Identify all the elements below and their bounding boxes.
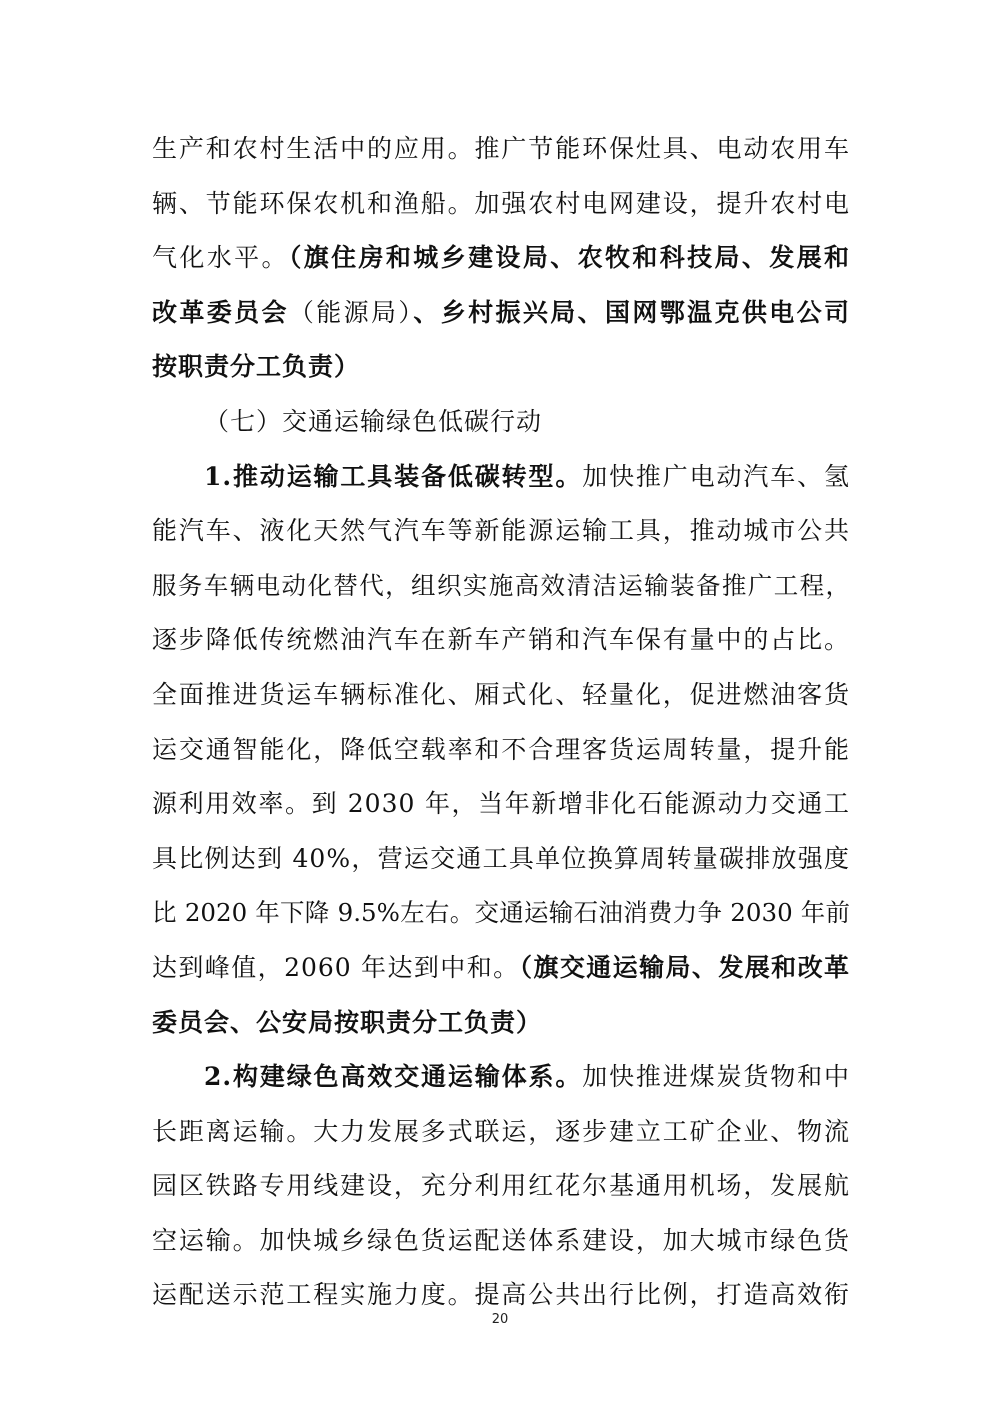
text-line [152, 996, 850, 1051]
document-body [152, 122, 850, 1323]
text-segment: 长距离运输。大力发展多式联运，逐步建立工矿企业、物流 [152, 1116, 850, 1146]
text-line [152, 777, 850, 832]
responsible-departments: 按职责分工负责） [152, 352, 361, 382]
responsible-departments: （旗交通运输局、发展和改革 [519, 952, 850, 982]
text-line [152, 559, 850, 614]
paragraph [152, 450, 850, 1051]
text-segment: 加快推进煤炭货物和中 [582, 1062, 850, 1092]
heading-text: （七）交通运输绿色低碳行动 [204, 406, 543, 436]
text-segment: 比 2020 年下降 9.5%左右。交通运输石油消费力争 2030 年前 [152, 898, 850, 928]
text-line [152, 122, 850, 177]
text-line [152, 286, 850, 341]
item-title: 2.构建绿色高效交通运输体系。 [204, 1062, 583, 1092]
text-segment: （能源局） [288, 297, 414, 327]
text-line [152, 668, 850, 723]
text-line [152, 941, 850, 996]
text-line [152, 832, 850, 887]
responsible-departments: 委员会、公安局按职责分工负责） [152, 1007, 543, 1037]
text-segment: 源利用效率。到 2030 年，当年新增非化石能源动力交通工 [152, 789, 850, 819]
text-line [152, 504, 850, 559]
heading-line [152, 395, 850, 450]
text-segment: 具比例达到 40%，营运交通工具单位换算周转量碳排放强度 [152, 843, 850, 873]
text-segment: 生产和农村生活中的应用。推广节能环保灶具、电动农用车 [152, 134, 850, 163]
text-segment: 逐步降低传统燃油汽车在新车产销和汽车保有量中的占比。 [152, 625, 850, 655]
text-segment: 气化水平。 [152, 243, 289, 273]
text-line [152, 723, 850, 778]
item-title: 1.推动运输工具装备低碳转型。 [204, 461, 583, 491]
text-line [152, 1159, 850, 1214]
page-number: 20 [491, 1312, 509, 1327]
responsible-departments: 改革委员会 [152, 297, 289, 327]
text-segment: 能汽车、液化天然气汽车等新能源运输工具，推动城市公共 [152, 516, 850, 546]
text-line [152, 450, 850, 505]
text-segment: 达到峰值，2060 年达到中和。 [152, 952, 520, 982]
text-segment: 运配送示范工程实施力度。提高公共出行比例，打造高效衔 [152, 1280, 850, 1310]
text-line [152, 231, 850, 286]
text-segment: 园区铁路专用线建设，充分利用红花尔基通用机场，发展航 [152, 1171, 850, 1201]
text-segment: 服务车辆电动化替代，组织实施高效清洁运输装备推广工程， [152, 570, 850, 600]
text-segment: 空运输。加快城乡绿色货运配送体系建设，加大城市绿色货 [152, 1225, 850, 1255]
text-segment: 辆、节能环保农机和渔船。加强农村电网建设，提升农村电 [152, 188, 850, 218]
text-line [152, 1050, 850, 1105]
text-line [152, 613, 850, 668]
text-line [152, 1214, 850, 1269]
responsible-departments: （旗住房和城乡建设局、农牧和科技局、发展和 [288, 243, 850, 273]
text-segment: 加快推广电动汽车、氢 [582, 461, 850, 491]
section-heading [152, 395, 850, 450]
responsible-departments: 、乡村振兴局、国网鄂温克供电公司 [413, 297, 850, 327]
text-line [152, 886, 850, 941]
paragraph [152, 1050, 850, 1323]
text-line [152, 177, 850, 232]
paragraph [152, 122, 850, 395]
text-segment: 运交通智能化，降低空载率和不合理客货运周转量，提升能 [152, 734, 850, 764]
text-line [152, 1105, 850, 1160]
text-line [152, 340, 850, 395]
text-segment: 全面推进货运车辆标准化、厢式化、轻量化，促进燃油客货 [152, 679, 850, 709]
